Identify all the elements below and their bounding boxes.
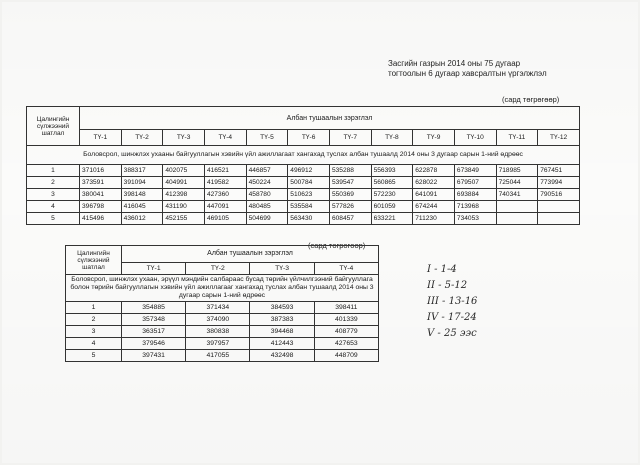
table2-row-number: 4	[66, 338, 122, 350]
handwritten-line: II - 5-12	[427, 280, 468, 291]
table1-cell: 419582	[204, 177, 246, 189]
table1-row	[27, 177, 580, 189]
table2-row	[66, 338, 379, 350]
table2-cell: 417055	[186, 350, 250, 362]
table1-cell: 398148	[121, 189, 163, 201]
table1-cell: 711230	[413, 213, 455, 225]
table1-col-header: ТҮ-6	[288, 130, 330, 146]
table1-cell: 452155	[163, 213, 205, 225]
table1-cell: 674244	[413, 201, 455, 213]
table1-col-header: ТҮ-2	[121, 130, 163, 146]
handwritten-line: III - 13-16	[427, 296, 478, 307]
table1-cell: 673849	[454, 165, 496, 177]
table2-cell: 380838	[186, 326, 250, 338]
bleed-through-text	[331, 5, 634, 95]
table1-col-header: ТҮ-11	[496, 130, 538, 146]
table1-col-header: ТҮ-8	[371, 130, 413, 146]
table1-cell: 734053	[454, 213, 496, 225]
table1-cell: 563430	[288, 213, 330, 225]
table1-cell: 480485	[246, 201, 288, 213]
table1-cell: 693884	[454, 189, 496, 201]
table1-cell	[496, 213, 538, 225]
table2-cell: 384593	[250, 302, 314, 314]
table2-cell: 427653	[314, 338, 378, 350]
table2-cell: 363517	[122, 326, 186, 338]
table1-cell: 572230	[371, 189, 413, 201]
table1-row-number: 4	[27, 201, 80, 213]
table1-row-number: 3	[27, 189, 80, 201]
table1-cell: 633221	[371, 213, 413, 225]
handwritten-line: I - 1-4	[427, 264, 457, 275]
table1-col-header: ТҮ-5	[246, 130, 288, 146]
table2-body	[66, 302, 379, 362]
table1-cell: 510623	[288, 189, 330, 201]
table1-row	[27, 201, 580, 213]
header-line-1: Засгийн газрын 2014 оны 75 дугаар	[388, 59, 521, 68]
table1-cell: 450224	[246, 177, 288, 189]
table1-body	[27, 165, 580, 225]
salary-table-2	[65, 245, 379, 362]
table1-cell: 539547	[329, 177, 371, 189]
table1-cell: 380041	[80, 189, 122, 201]
table1-cell	[496, 201, 538, 213]
table1-col-header: ТҮ-9	[413, 130, 455, 146]
table1-cell: 427360	[204, 189, 246, 201]
table1-cell: 560865	[371, 177, 413, 189]
table1-cell: 469105	[204, 213, 246, 225]
table1-cell: 416045	[121, 201, 163, 213]
table1-cell: 458780	[246, 189, 288, 201]
table2-row-number: 2	[66, 314, 122, 326]
table2-col-header: ТҮ-3	[250, 262, 314, 274]
table2-col-header: ТҮ-4	[314, 262, 378, 274]
table1-cell: 790516	[538, 189, 580, 201]
table2-row-number: 5	[66, 350, 122, 362]
document-page	[2, 2, 638, 463]
table2-cell: 387383	[250, 314, 314, 326]
header-line-2: тогтоолын 6 дугаар хавсралтын үргэлжлэл	[388, 69, 547, 78]
table1-column-headers	[27, 130, 580, 146]
table1-row-number: 5	[27, 213, 80, 225]
table2-cell: 394468	[250, 326, 314, 338]
resolution-reference	[388, 59, 547, 79]
table1-side-header: Цалингийн сүлжээний шатлал	[27, 107, 80, 146]
table1-cell: 718985	[496, 165, 538, 177]
table1-cell: 500784	[288, 177, 330, 189]
table1-cell: 447091	[204, 201, 246, 213]
table1-unit: (сард төгрөгөөр)	[502, 95, 560, 104]
table2-row	[66, 302, 379, 314]
table2-cell: 397431	[122, 350, 186, 362]
table2-row	[66, 326, 379, 338]
table1-main-header: Албан тушаалын зэрэглэл	[80, 107, 580, 130]
table1-cell: 373591	[80, 177, 122, 189]
table1-cell: 628022	[413, 177, 455, 189]
table1-cell: 641091	[413, 189, 455, 201]
table1-row-number: 2	[27, 177, 80, 189]
table1-cell: 608457	[329, 213, 371, 225]
table1-cell: 556393	[371, 165, 413, 177]
table1-cell: 679507	[454, 177, 496, 189]
table2-cell: 432498	[250, 350, 314, 362]
table2-cell: 412443	[250, 338, 314, 350]
table1-col-header: ТҮ-10	[454, 130, 496, 146]
table1-cell: 402075	[163, 165, 205, 177]
table1-col-header: ТҮ-4	[204, 130, 246, 146]
table2-cell: 448709	[314, 350, 378, 362]
table1-cell: 601059	[371, 201, 413, 213]
table1-row-number: 1	[27, 165, 80, 177]
table1-caption: Боловсрол, шинжлэх ухааны байгууллагын хэвийн үйл ажиллагаат хангахад туслах албан тушаалд 2014 оны 3 дугаар сарын 1-ний өдрөөс	[27, 146, 580, 165]
table1-cell: 550369	[329, 189, 371, 201]
table1-cell: 496912	[288, 165, 330, 177]
table2-cell: 401339	[314, 314, 378, 326]
table2-row	[66, 314, 379, 326]
table2-cell: 371434	[186, 302, 250, 314]
table1-cell	[538, 201, 580, 213]
table2-col-header: ТҮ-1	[122, 262, 186, 274]
table1-cell: 577826	[329, 201, 371, 213]
salary-table-1	[26, 106, 580, 225]
table1-cell: 415496	[80, 213, 122, 225]
table1-col-header: ТҮ-3	[163, 130, 205, 146]
table2-side-header: Цалингийн сүлжээний шатлал	[66, 246, 122, 275]
table1-cell: 371016	[80, 165, 122, 177]
table1-cell: 388317	[121, 165, 163, 177]
table2-cell: 408779	[314, 326, 378, 338]
table1-cell: 504699	[246, 213, 288, 225]
table1-cell: 740341	[496, 189, 538, 201]
table1-cell: 713968	[454, 201, 496, 213]
handwritten-line: V - 25 ээс	[427, 328, 477, 339]
table2-cell: 379546	[122, 338, 186, 350]
table1-cell: 725044	[496, 177, 538, 189]
table2-cell: 354885	[122, 302, 186, 314]
table2-row	[66, 350, 379, 362]
table2-cell: 398411	[314, 302, 378, 314]
table1-col-header: ТҮ-12	[538, 130, 580, 146]
table1-cell: 404991	[163, 177, 205, 189]
table2-col-header: ТҮ-2	[186, 262, 250, 274]
handwritten-notes	[427, 264, 477, 344]
table1-cell: 622878	[413, 165, 455, 177]
table2-unit: (сард төгрөгөөр)	[308, 241, 366, 250]
table1-col-header: ТҮ-1	[80, 130, 122, 146]
table1-cell: 431190	[163, 201, 205, 213]
table1-cell: 767451	[538, 165, 580, 177]
table1-row	[27, 189, 580, 201]
table2-cell: 397957	[186, 338, 250, 350]
table1-cell: 773994	[538, 177, 580, 189]
table1-cell	[538, 213, 580, 225]
table1-cell: 416521	[204, 165, 246, 177]
table2-row-number: 3	[66, 326, 122, 338]
table1-cell: 391094	[121, 177, 163, 189]
table2-cell: 357348	[122, 314, 186, 326]
table2-row-number: 1	[66, 302, 122, 314]
table1-cell: 412398	[163, 189, 205, 201]
table1-cell: 535584	[288, 201, 330, 213]
table1-col-header: ТҮ-7	[329, 130, 371, 146]
handwritten-line: IV - 17-24	[427, 312, 477, 323]
table2-cell: 374090	[186, 314, 250, 326]
table1-cell: 535288	[329, 165, 371, 177]
table1-cell: 446857	[246, 165, 288, 177]
table2-caption: Боловсрол, шинжлэх ухаан, эрүүл мэндийн салбараас бусад төрийн үйлчилгээний байгууллага болон төрийн байгууллагын хэвийн үйл ажиллагааг хангахад туслах албан тушаалд 2014 оны 3 дугаар сарын 1-ний өдрөөс	[66, 275, 379, 302]
table1-cell: 396798	[80, 201, 122, 213]
table1-row	[27, 165, 580, 177]
table1-row	[27, 213, 580, 225]
table1-cell: 436012	[121, 213, 163, 225]
table2-main-header: Албан тушаалын зэрэглэл	[122, 246, 379, 263]
